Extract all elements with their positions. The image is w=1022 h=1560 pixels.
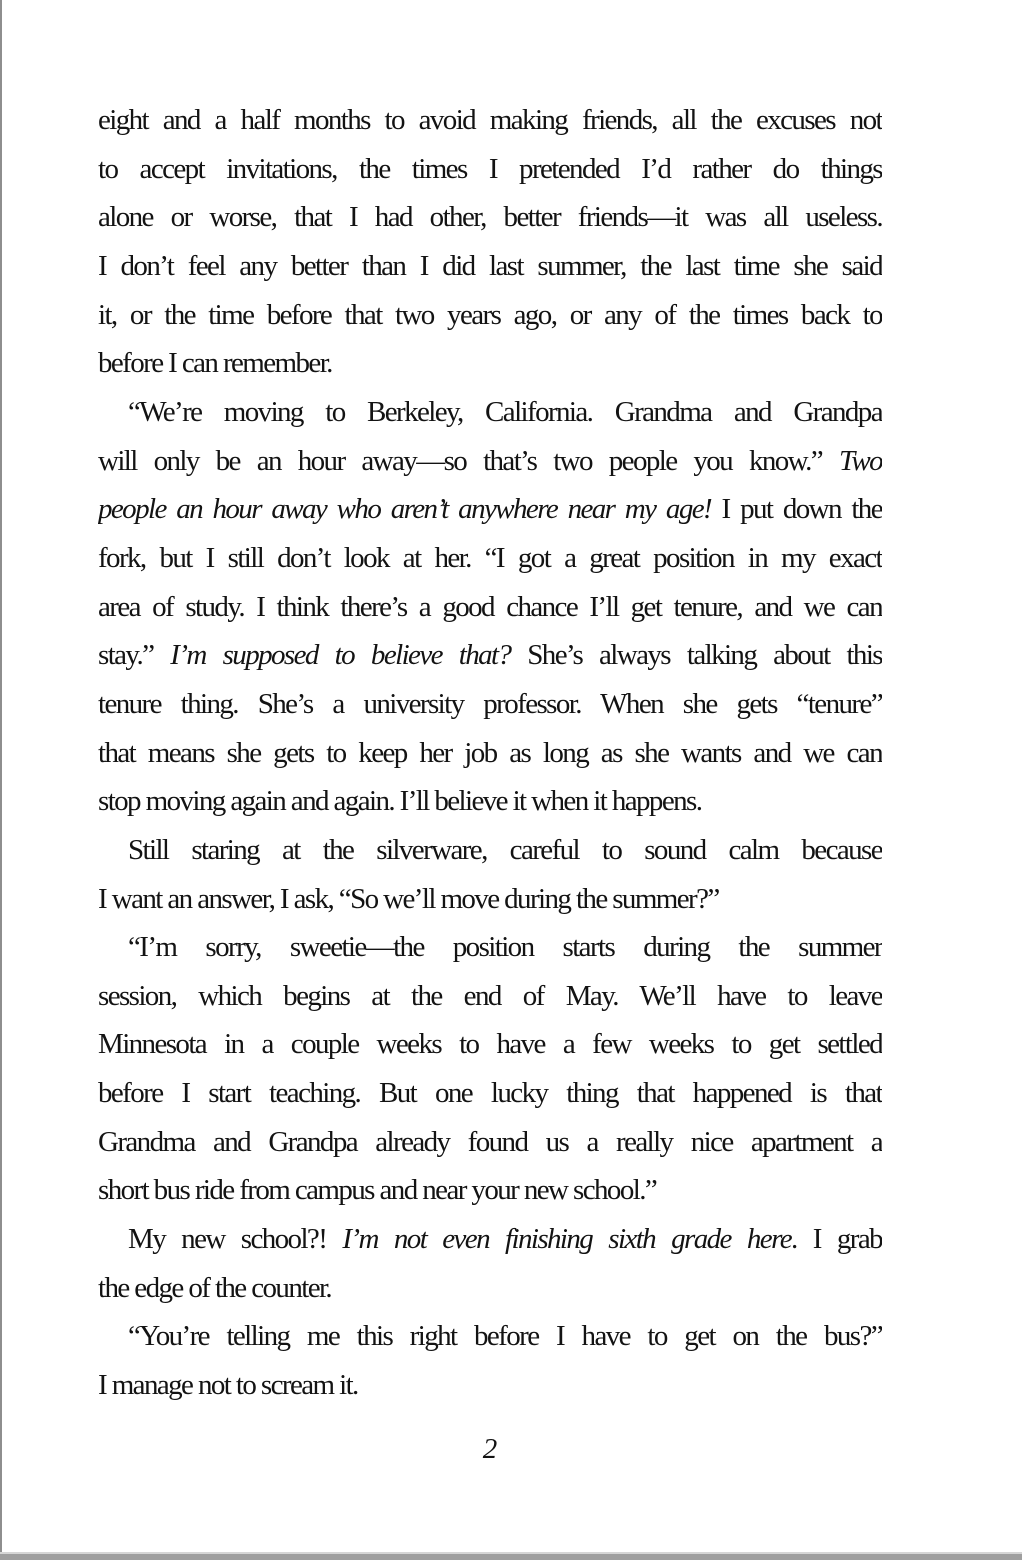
text-line xyxy=(98,388,882,437)
text-segment: alone or worse, that I had other, better friends—it was all useless. xyxy=(98,201,882,234)
text-line xyxy=(98,875,882,924)
text-line xyxy=(98,729,882,778)
text-segment: eight and a half months to avoid making friends, all the excuses not xyxy=(98,104,882,136)
text-segment: stay.” xyxy=(98,639,171,672)
italic-text-segment: people an hour away who aren’t anywhere near my age! xyxy=(98,493,712,526)
text-line xyxy=(98,242,882,291)
text-line xyxy=(98,485,882,534)
text-segment: short bus ride from campus and near your new school.” xyxy=(98,1174,657,1207)
page-text xyxy=(98,96,882,1410)
text-line xyxy=(98,1118,882,1167)
text-segment: Minnesota in a couple weeks to have a few weeks to get settled xyxy=(98,1028,882,1061)
text-line xyxy=(98,1020,882,1069)
text-line xyxy=(98,534,882,583)
text-line xyxy=(98,1069,882,1118)
text-line xyxy=(98,193,882,242)
text-line xyxy=(98,923,882,972)
page-number: 2 xyxy=(482,1433,498,1465)
page-number-holder xyxy=(98,1410,882,1474)
text-line xyxy=(98,972,882,1021)
text-segment: “You’re telling me this right before I have to get on the bus?” xyxy=(128,1320,882,1353)
text-segment: the edge of the counter. xyxy=(98,1271,332,1304)
text-line xyxy=(98,96,882,145)
text-segment: area of study. I think there’s a good chance I’ll get tenure, and we can xyxy=(98,590,882,623)
text-segment: that means she gets to keep her job as long as she wants and we can xyxy=(98,736,882,769)
text-segment: I want an answer, I ask, “So we’ll move during the summer?” xyxy=(98,882,719,915)
page-left-edge-line xyxy=(0,0,2,1560)
text-line xyxy=(98,583,882,632)
text-segment: tenure thing. She’s a university professor. When she gets “tenure” xyxy=(98,687,882,720)
text-segment: “I’m sorry, sweetie—the position starts during the summer xyxy=(128,931,882,964)
text-segment: Still staring at the silverware, careful to sound calm because xyxy=(128,833,882,866)
text-line xyxy=(98,777,882,826)
text-segment: My new school?! xyxy=(128,1223,343,1256)
text-line xyxy=(98,1166,882,1215)
text-segment: I don’t feel any better than I did last summer, the last time she said xyxy=(98,249,882,282)
italic-text-segment: Two xyxy=(838,444,882,477)
text-segment: stop moving again and again. I’ll believe it when it happens. xyxy=(98,785,702,818)
text-line xyxy=(98,145,882,194)
text-segment: to accept invitations, the times I pretended I’d rather do things xyxy=(98,152,882,185)
text-segment: Grandma and Grandpa already found us a really nice apartment a xyxy=(98,1125,882,1158)
text-line xyxy=(98,291,882,340)
text-segment: She’s always talking about this xyxy=(510,639,882,672)
text-line xyxy=(98,826,882,875)
text-line xyxy=(98,1361,882,1410)
text-segment: I put down the xyxy=(711,493,882,526)
text-segment: before I start teaching. But one lucky thing that happened is that xyxy=(98,1077,882,1110)
italic-text-segment: I’m not even finishing sixth grade here xyxy=(342,1223,791,1256)
text-line xyxy=(98,437,882,486)
text-segment: . I grab xyxy=(790,1223,882,1256)
text-line xyxy=(98,1215,882,1264)
text-segment: “We’re moving to Berkeley, California. Grandma and Grandpa xyxy=(128,395,882,428)
text-line xyxy=(98,1264,882,1313)
text-segment: fork, but I still don’t look at her. “I got a great position in my exact xyxy=(98,541,882,574)
text-segment: session, which begins at the end of May. We’ll have to leave xyxy=(98,979,882,1012)
bottom-bar xyxy=(0,1552,1022,1560)
text-line xyxy=(98,680,882,729)
text-line xyxy=(98,631,882,680)
text-segment: it, or the time before that two years ago, or any of the times back to xyxy=(98,298,882,331)
text-line xyxy=(98,339,882,388)
italic-text-segment: I’m supposed to believe that? xyxy=(170,639,511,672)
text-segment: I manage not to scream it. xyxy=(98,1369,358,1402)
text-segment: before I can remember. xyxy=(98,347,332,380)
text-segment: will only be an hour away—so that’s two people you know.” xyxy=(98,444,839,477)
text-line xyxy=(98,1312,882,1361)
